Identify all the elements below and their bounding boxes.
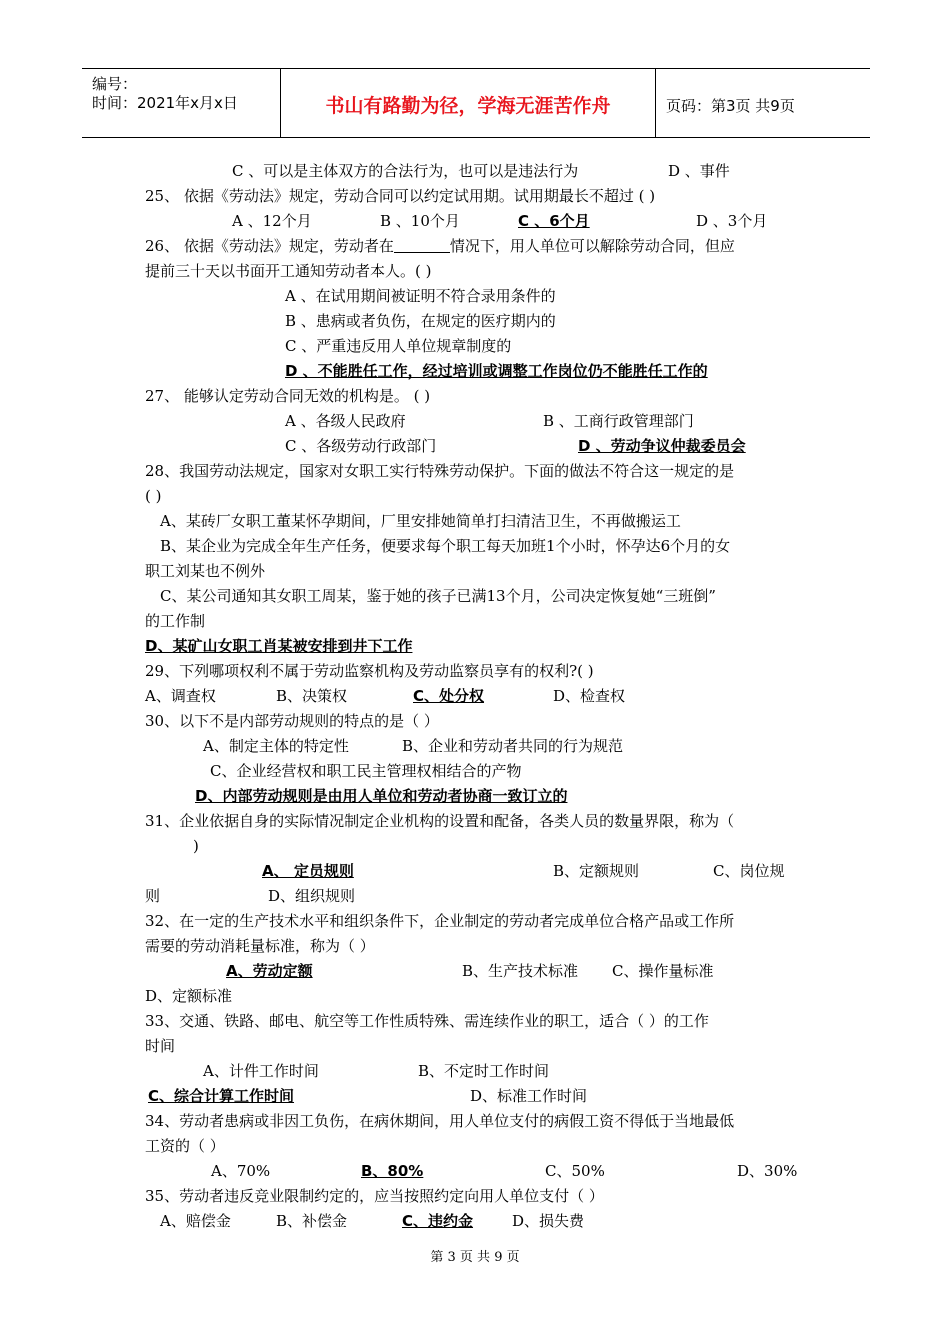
q28-option-b-cont: 职工刘某也不例外 [145,562,266,580]
q28-paren: ( ) [145,487,162,505]
q31-paren: ) [193,837,199,855]
header-center-cell [281,69,656,137]
q33-text-cont: 时间 [145,1037,176,1055]
page-footer: 第 3 页 共 9 页 [430,1250,520,1265]
q27-text: 27、 能够认定劳动合同无效的机构是。 ( ) [145,387,431,405]
q25-option-b: B 、10个月 [380,212,460,230]
q25-answer: C 、6个月 [518,212,590,230]
q34-option-c: C、50% [545,1162,605,1180]
q29-text: 29、下列哪项权利不属于劳动监察机构及劳动监察员享有的权利?( ) [145,662,594,680]
q27-answer: D 、劳动争议仲裁委员会 [578,437,746,455]
q28-option-c-cont: 的工作制 [145,612,206,630]
q30-text: 30、以下不是内部劳动规则的特点的是（ ） [145,712,439,730]
q27-option-a: A 、各级人民政府 [285,412,406,430]
q25-text: 25、 依据《劳动法》规定，劳动合同可以约定试用期。试用期最长不超过 ( ) [145,187,656,205]
q29-option-d: D、检查权 [553,687,626,705]
q26-option-c: C 、严重违反用人单位规章制度的 [285,337,512,355]
q29-option-a: A、调查权 [145,687,216,705]
header-right-cell [656,69,870,137]
q28-option-a: A、某砖厂女职工董某怀孕期间，厂里安排她简单打扫清洁卫生，不再做搬运工 [160,512,681,530]
q32-option-d: D、定额标准 [145,987,233,1005]
q30-option-a: A、制定主体的特定性 [203,737,349,755]
q26-option-b: B 、患病或者负伤，在规定的医疗期内的 [285,312,556,330]
q28-option-b: B、某企业为完成全年生产任务，便要求每个职工每天加班1个小时，怀孕达6个月的女 [160,537,731,555]
page-info: 页码：第3页 共9页 [666,97,795,115]
q33-option-b: B、不定时工作时间 [418,1062,550,1080]
q32-text-cont: 需要的劳动消耗量标准，称为（ ） [145,937,375,955]
q30-option-b: B、企业和劳动者共同的行为规范 [402,737,624,755]
q26-text-end: 情况下，用人单位可以解除劳动合同，但应 [449,237,735,255]
q31-option-d: D、组织规则 [268,887,356,905]
q34-option-d: D、30% [737,1162,798,1180]
q35-option-a: A、赔偿金 [160,1212,231,1230]
q27-option-b: B 、工商行政管理部门 [543,412,694,430]
q28-answer: D、某矿山女职工肖某被安排到井下工作 [145,637,413,655]
page-header [82,68,870,138]
q31-option-c: C、岗位规 [713,862,785,880]
q35-text: 35、劳动者违反竞业限制约定的，应当按照约定向用人单位支付（ ） [145,1187,604,1205]
q35-option-b: B、补偿金 [276,1212,348,1230]
q28-option-c: C、某公司通知其女职工周某，鉴于她的孩子已满13个月，公司决定恢复她“三班倒” [160,587,716,605]
q30-answer: D、内部劳动规则是由用人单位和劳动者协商一致订立的 [195,787,568,805]
q32-option-c: C、操作量标准 [612,962,714,980]
q33-option-d: D、标准工作时间 [470,1087,588,1105]
q24-option-d: D 、事件 [668,162,730,180]
q31-option-b: B、定额规则 [553,862,640,880]
q26-text [145,236,735,256]
q34-text: 34、劳动者患病或非因工负伤，在病休期间，用人单位支付的病假工资不得低于当地最低 [145,1112,735,1130]
q26-text-start: 26、 依据《劳动法》规定，劳动者在 [145,237,394,255]
q30-option-c: C、企业经营权和职工民主管理权相结合的产物 [210,762,522,780]
q25-option-d: D 、3个月 [696,212,768,230]
q31-option-c-cont: 则 [145,887,161,905]
header-left-cell [82,69,281,137]
q32-option-b: B、生产技术标准 [462,962,579,980]
q35-answer: C、违约金 [402,1212,474,1230]
fill-blank [394,238,450,253]
q26-option-a: A 、在试用期间被证明不符合录用条件的 [285,287,556,305]
q27-option-c: C 、各级劳动行政部门 [285,437,437,455]
serial-label: 编号： [92,75,138,93]
q29-answer: C、处分权 [413,687,485,705]
q35-option-d: D、损失费 [512,1212,585,1230]
q28-text: 28、我国劳动法规定，国家对女职工实行特殊劳动保护。下面的做法不符合这一规定的是 [145,462,735,480]
q34-text-cont: 工资的（ ） [145,1137,225,1155]
q31-answer: A、 定员规则 [262,862,354,880]
q26-text-cont: 提前三十天以书面开工通知劳动者本人。( ) [145,262,432,280]
q31-text: 31、企业依据自身的实际情况制定企业机构的设置和配备，各类人员的数量界限，称为（ [145,812,735,830]
q25-option-a: A 、12个月 [232,212,312,230]
q33-text: 33、交通、铁路、邮电、航空等工作性质特殊、需连续作业的职工，适合（ ）的工作 [145,1012,709,1030]
motto: 书山有路勤为径，学海无涯苦作舟 [325,95,611,117]
q26-answer: D 、不能胜任工作，经过培训或调整工作岗位仍不能胜任工作的 [285,362,708,380]
q33-answer: C、综合计算工作时间 [148,1087,295,1105]
q32-answer: A、劳动定额 [226,962,313,980]
q24-option-c: C 、可以是主体双方的合法行为，也可以是违法行为 [232,162,579,180]
q34-answer: B、80% [361,1162,424,1180]
q29-option-b: B、决策权 [276,687,348,705]
q33-option-a: A、计件工作时间 [203,1062,319,1080]
date-label: 时间：2021年x月x日 [92,94,238,112]
q34-option-a: A、70% [211,1162,271,1180]
q32-text: 32、在一定的生产技术水平和组织条件下，企业制定的劳动者完成单位合格产品或工作所 [145,912,735,930]
